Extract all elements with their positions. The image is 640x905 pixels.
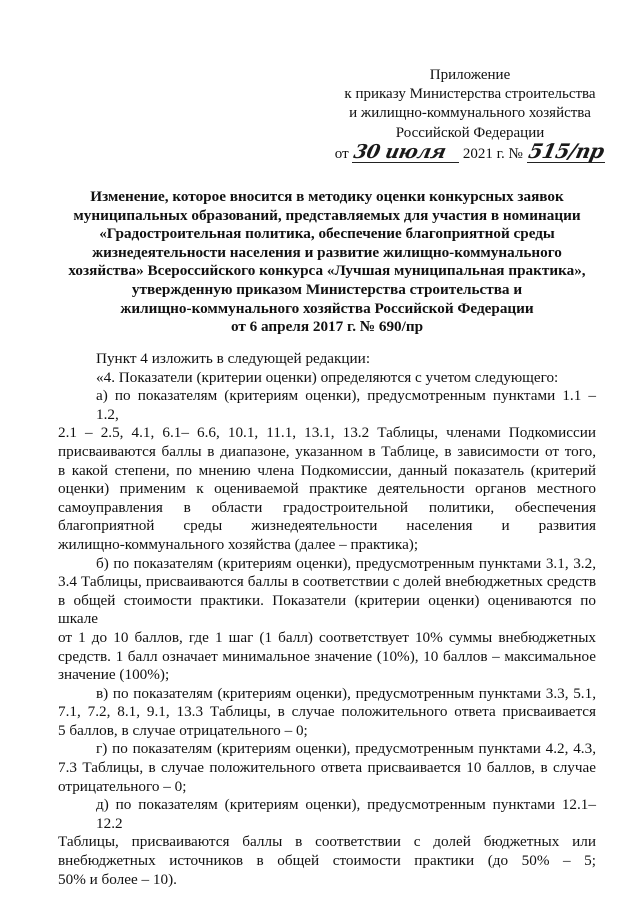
body-line: Таблицы, присваиваются баллы в соответствии с долей бюджетных или [58,833,596,851]
body-line: 7.1, 7.2, 8.1, 9.1, 13.3 Таблицы, в случае положительного ответа присваивается [58,703,596,721]
title-line: «Градостроительная политика, обеспечение благоприятной среды [99,225,555,243]
title-line: муниципальных образований, представляемых для участия в номинации [73,206,581,224]
handwritten-date: 30 июля [352,140,449,163]
body-line: средств. 1 балл означает минимальное значение (10%), 10 баллов – максимальное [58,647,596,665]
body-line: а) по показателям (критериям оценки), предусмотренным пунктами 1.1 – 1.2, [96,387,596,423]
document-title [58,188,596,337]
body-line: внебюджетных источников в общей стоимости практики (до 50% – 5; [58,852,596,870]
date-blank [352,140,459,163]
body-line: благоприятной среды жизнедеятельности населения и развития [58,517,596,535]
document-body [58,350,596,889]
header-line: Приложение [429,67,511,83]
body-line: 3.4 Таблицы, присваиваются баллы в соответствии с долей внебюджетных средств [58,573,596,591]
body-line: от 1 до 10 баллов, где 1 шаг (1 балл) соответствует 10% суммы внебюджетных [58,628,596,646]
header-line: к приказу Министерства строительства [344,86,596,103]
body-line: самоуправления в области градостроительной политики, обеспечения [58,498,596,516]
header-line: и жилищно-коммунального хозяйства [349,105,591,122]
body-line: «4. Показатели (критерии оценки) определяются с учетом следующего: [96,368,559,386]
title-line: утвержденную приказом Министерства строительства и [131,280,523,298]
body-line: Пункт 4 изложить в следующей редакции: [96,350,371,367]
year-number-label: 2021 г. № [462,145,523,162]
number-blank [526,138,606,163]
body-line: 50% и более – 10). [58,870,177,888]
body-line: в какой степени, по мнению члена Подкомиссии, данный показатель (критерий [58,461,596,479]
title-line: хозяйства» Всероссийского конкурса «Лучшая муниципальная практика», [68,262,586,280]
body-line: оценки) применим к оцениваемой практике деятельности органов местного [58,480,596,498]
body-line: в общей стоимости практики. Показатели (критерии оценки) оцениваются по шкале [58,591,596,628]
body-line: 7.3 Таблицы, в случае положительного ответа присваивается 10 баллов, в случае [58,759,596,777]
body-line: 2.1 – 2.5, 4.1, 6.1– 6.6, 10.1, 11.1, 13.1, 13.2 Таблицы, членами Подкомиссии [58,424,596,442]
body-line: в) по показателям (критериям оценки), предусмотренным пунктами 3.3, 5.1, [96,684,596,702]
title-line: Изменение, которое вносится в методику оценки конкурсных заявок [90,188,564,205]
body-line: б) по показателям (критериям оценки), предусмотренным пунктами 3.1, 3.2, [96,554,596,572]
title-line: жилищно-коммунального хозяйства Российской Федерации [120,299,534,317]
body-line: 5 баллов, в случае отрицательного – 0; [58,721,308,739]
body-line: жилищно-коммунального хозяйства (далее – практика); [58,535,419,553]
body-line: отрицательного – 0; [58,777,187,795]
appendix-header [330,66,610,164]
header-line: Российской Федерации [395,124,545,141]
body-line: значение (100%); [58,666,170,684]
body-line: г) по показателям (критериям оценки), предусмотренным пунктами 4.2, 4.3, [96,740,596,758]
title-line: от 6 апреля 2017 г. № 690/пр [230,318,424,336]
body-line: присваиваются баллы в диапазоне, указанном в Таблице, в зависимости от того, [58,442,596,460]
date-prefix: от [334,145,349,162]
handwritten-order-number: 515/пр [526,138,606,163]
title-line: жизнедеятельности населения и развитие жилищно-коммунального [92,243,562,261]
order-date-number-line [330,138,610,164]
body-line: д) по показателям (критериям оценки), предусмотренным пунктами 12.1–12.2 [96,796,596,832]
